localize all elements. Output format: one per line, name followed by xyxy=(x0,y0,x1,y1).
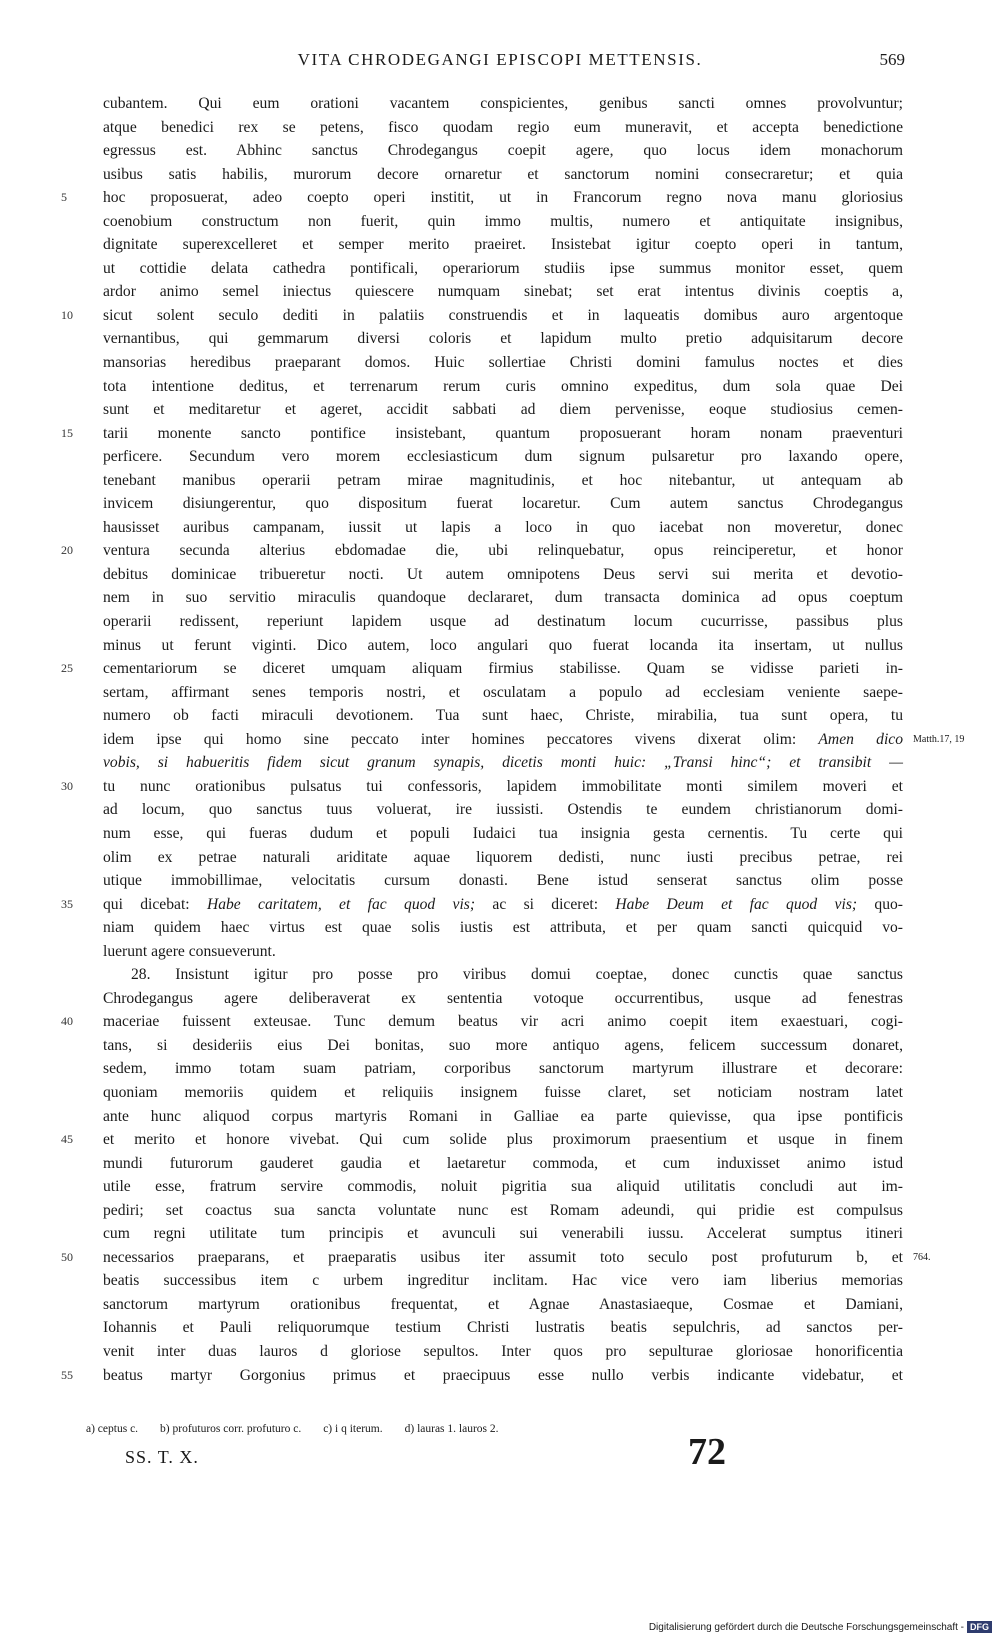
page-header xyxy=(0,50,1000,74)
text-line xyxy=(103,1057,903,1081)
text-line xyxy=(103,1316,903,1340)
text-line xyxy=(61,422,903,446)
text-line xyxy=(103,116,903,140)
line-number: 15 xyxy=(61,425,73,440)
text-line xyxy=(61,1128,903,1152)
line-text: et merito et honore vivebat. Qui cum solide plus proximorum praesentium et usque in finem xyxy=(103,1131,903,1149)
text-line xyxy=(103,798,903,822)
text-line xyxy=(61,1364,903,1388)
line-text: ad locum, quo sanctus tuus voluerat, ire iussisti. Ostendis te eundem christianorum domi- xyxy=(103,801,903,819)
line-text: maceriae fuissent exteusae. Tunc demum beatus vir acri animo coepit item exaestuari, cogi- xyxy=(103,1013,903,1031)
line-number: 45 xyxy=(61,1132,73,1147)
line-number: 50 xyxy=(61,1249,73,1264)
line-number: 35 xyxy=(61,896,73,911)
line-text: tans, si desideriis eius Dei bonitas, suo more antiquo agens, felicem successum donaret, xyxy=(103,1036,903,1054)
text-line xyxy=(103,563,903,587)
line-text: operarii redissent, reperiunt lapidem usque ad destinatum locum cucurrisse, passibus plus xyxy=(103,613,903,631)
footnote: a) ceptus c. xyxy=(86,1423,139,1435)
line-number: 20 xyxy=(61,543,73,558)
text-line xyxy=(103,1293,903,1317)
text-line xyxy=(103,728,965,752)
text-line xyxy=(103,492,903,516)
line-text: cum regni utilitate tum principis et avunculi sui venerabili iussu. Accelerat sumptus itineri xyxy=(103,1225,903,1243)
line-text: Iohannis et Pauli reliquorumque testium Christi lustratis beatis sepulchris, ad sanctos per- xyxy=(103,1319,903,1337)
page-number: 569 xyxy=(879,50,905,69)
text-line xyxy=(103,704,903,728)
line-text: idem ipse qui homo sine peccato inter homines peccatores vivens dixerat olim: xyxy=(103,730,819,748)
line-text: quo- xyxy=(857,895,903,913)
text-line xyxy=(103,257,903,281)
line-number: 25 xyxy=(61,661,73,676)
line-text: ante hunc aliquod corpus martyris Romani in Galliae ea parte quievisse, qua ipse pontificis xyxy=(103,1107,903,1125)
line-text: ventura secunda alterius ebdomadae die, ubi relinquebatur, opus reinciperetur, et honor xyxy=(103,542,903,560)
line-text: tarii monente sancto pontifice insistebant, quantum proposuerant horam nonam praeventuri xyxy=(103,424,903,442)
line-text: egressus est. Abhinc sanctus Chrodegangus coepit agere, quo locus idem monachorum xyxy=(103,142,903,160)
text-line xyxy=(61,893,903,917)
footnote: d) lauras 1. lauros 2. xyxy=(404,1423,499,1435)
funding-notice xyxy=(649,1621,992,1633)
line-text: sunt et meditaretur et ageret, accidit sabbati ad diem pervenisse, eoque studiosius cemen- xyxy=(103,401,903,419)
text-line xyxy=(103,586,903,610)
line-text: hausisset auribus campanam, iussit ut lapis a loco in quo iacebat non moveretur, donec xyxy=(103,518,903,536)
text-line xyxy=(61,304,903,328)
text-line xyxy=(103,963,903,987)
line-text: vernantibus, qui gemmarum diversi coloris et lapidum multo pretio adquisitarum decore xyxy=(103,330,903,348)
text-line xyxy=(103,610,903,634)
text-line xyxy=(103,1199,903,1223)
line-text: niam quidem haec virtus est quae solis iustis est attributa, et per quam sancti quicquid vo- xyxy=(103,919,903,937)
text-line xyxy=(103,869,903,893)
line-number: 10 xyxy=(61,307,73,322)
line-number: 55 xyxy=(61,1367,73,1382)
text-line xyxy=(103,1269,903,1293)
text-line xyxy=(103,1105,903,1129)
text-line xyxy=(103,634,903,658)
line-text: coenobium constructum non fuerit, quin immo multis, numero et antiquitate insignibus, xyxy=(103,212,903,230)
line-text: beatus martyr Gorgonius primus et praecipuus esse nullo verbis indicante videbatur, et xyxy=(103,1366,903,1384)
footnote: b) profuturos corr. profuturo c. xyxy=(160,1423,302,1435)
text-line xyxy=(103,139,903,163)
text-line xyxy=(103,351,903,375)
text-line xyxy=(103,280,903,304)
text-line xyxy=(103,516,903,540)
main-text xyxy=(61,92,965,1387)
line-text: utile esse, fratrum servire commodis, noluit pigritia sua aliquid utilitatis concludi aut im- xyxy=(103,1178,903,1196)
text-line xyxy=(103,916,903,940)
text-line xyxy=(61,1010,903,1034)
running-title: VITA CHRODEGANGI EPISCOPI METTENSIS. xyxy=(297,50,703,69)
line-text: dignitate superexcelleret et semper merito praeiret. Insistebat igitur coepto operi in tantum, xyxy=(103,236,903,254)
text-line xyxy=(103,92,903,116)
text-line xyxy=(61,657,903,681)
footnotes xyxy=(86,1423,906,1435)
line-text: sertam, affirmant senes temporis nostri, et osculatam a populo ad ecclesiam veniente saepe- xyxy=(103,683,903,701)
line-text: luerunt agere consueverunt. xyxy=(103,942,276,960)
text-line xyxy=(103,987,903,1011)
text-line xyxy=(103,751,903,775)
line-text: ac si diceret: xyxy=(475,895,616,913)
text-line xyxy=(61,539,903,563)
footnote: c) i q iterum. xyxy=(323,1423,383,1435)
line-number: 40 xyxy=(61,1014,73,1029)
line-text: nem in suo servitio miraculis quandoque declararet, dum transacta dominica ad opus coeptum xyxy=(103,589,903,607)
line-text: num esse, qui fueras dudum et populi Iudaici tua insignia gesta cernentis. Tu certe qui xyxy=(103,824,903,842)
line-text: mansorias heredibus praeparant domos. Huic sollertiae Christi domini famulus noctes et dies xyxy=(103,354,903,372)
line-text: cementariorum se diceret umquam aliquam firmius stabilisse. Quam se vidisse parieti in- xyxy=(103,660,903,678)
dfg-logo: DFG xyxy=(967,1621,992,1633)
line-text: utique immobillimae, velocitatis cursum donasti. Bene istud senserat sanctus olim posse xyxy=(103,872,903,890)
text-line xyxy=(103,445,903,469)
text-line xyxy=(103,1175,903,1199)
line-text: perficere. Secundum vero morem ecclesiasticum dum signum pulsaretur pro laxando opere, xyxy=(103,448,903,466)
line-text: necessarios praeparans, et praeparatis usibus iter assumit toto seculo post profuturum b, et xyxy=(103,1248,903,1266)
text-line xyxy=(103,1034,903,1058)
line-text: venit inter duas lauros d gloriose sepultos. Inter quos pro sepulturae gloriosae honorificentia xyxy=(103,1342,903,1360)
line-text: mundi futurorum gauderet gaudia et laetaretur commoda, et cum induxisset animo istud xyxy=(103,1154,903,1172)
line-text: sicut solent seculo dediti in palatiis construendis et in laqueatis domibus auro argentoque xyxy=(103,306,903,324)
text-line xyxy=(103,163,903,187)
line-text: quoniam memoriis quidem et reliquiis insignem fuisse claret, set noticiam nostram latet xyxy=(103,1083,903,1101)
line-text: olim ex petrae naturali ariditate aquae liquorem dedisti, nunc iusti precibus petrae, rei xyxy=(103,848,903,866)
line-number: 30 xyxy=(61,778,73,793)
text-line xyxy=(103,398,903,422)
text-line xyxy=(61,1246,931,1270)
line-text: 28. Insistunt igitur pro posse pro viribus domui coeptae, donec cunctis quae sanctus xyxy=(131,966,903,984)
text-line xyxy=(103,681,903,705)
line-text: usibus satis habilis, murorum decore ornaretur et sanctorum nomini consecraretur; et quia xyxy=(103,165,903,183)
text-line xyxy=(103,327,903,351)
line-text: invicem disiungerentur, quo dispositum fuerat locaretur. Cum autem sanctus Chrodegangus xyxy=(103,495,903,513)
line-number: 5 xyxy=(61,190,67,205)
text-line xyxy=(103,1222,903,1246)
line-text: ardor animo semel iniectus quiescere numquam sinebat; set erat intentus divinis coeptis a, xyxy=(103,283,903,301)
text-line xyxy=(103,210,903,234)
line-text: cubantem. Qui eum orationi vacantem conspicientes, genibus sancti omnes provolvuntur; xyxy=(103,95,903,112)
line-text: tota intentione deditus, et terrenarum rerum curis omnino expeditus, dum sola quae Dei xyxy=(103,377,903,395)
italic-quote: Amen dico xyxy=(818,730,903,748)
text-line xyxy=(103,375,903,399)
italic-quote: Habe Deum et fac quod vis; xyxy=(615,895,858,913)
text-line xyxy=(103,233,903,257)
italic-quote: vobis, si habueritis fidem sicut granum synapis, dicetis monti huic: „Transi hinc“; et transibit — xyxy=(103,754,903,772)
funding-text: Digitalisierung gefördert durch die Deutsche Forschungsgemeinschaft - xyxy=(648,1621,964,1633)
text-line xyxy=(61,775,903,799)
line-text: debitus dominicae tribueretur nocti. Ut autem omnipotens Deus servi sui merita et devotio- xyxy=(103,565,903,583)
sheet-number: 72 xyxy=(688,1431,726,1473)
line-text: beatis successibus item c urbem ingreditur inclitam. Hac vice vero iam liberius memorias xyxy=(103,1272,903,1290)
line-text: numero ob facti miraculi devotionem. Tua sunt haec, Christe, mirabilia, tua sunt opera, tu xyxy=(103,707,903,725)
text-line xyxy=(103,846,903,870)
line-text: qui dicebat: xyxy=(103,895,207,913)
line-text: tenebant manibus operarii petram mirae magnitudinis, et hoc nitebantur, ut antequam ab xyxy=(103,471,903,489)
line-text: pediri; set coactus sua sancta voluntate nunc est Romam adeundi, qui pridie est compulsus xyxy=(103,1201,903,1219)
line-text: tu nunc orationibus pulsatus tui confessoris, lapidem immobilitate monti similem moveri et xyxy=(103,777,903,795)
line-text: minus ut ferunt viginti. Dico autem, loco angulari quo fuerat locanda ita insertam, ut nullus xyxy=(103,636,903,654)
margin-note: Matth.17, 19 xyxy=(913,733,965,745)
text-line xyxy=(103,822,903,846)
text-line xyxy=(103,469,903,493)
margin-note: 764. xyxy=(913,1251,931,1263)
line-text: ut cottidie delata cathedra pontificali, operariorum studiis ipse summus monitor esset, quem xyxy=(103,259,903,277)
text-line xyxy=(103,1340,903,1364)
line-text: sedem, immo totam suam patriam, corporibus sanctorum martyrum illustrare et decorare: xyxy=(103,1060,903,1078)
line-text: sanctorum martyrum orationibus frequentat, et Agnae Anastasiaeque, Cosmae et Damiani, xyxy=(103,1295,903,1313)
text-line xyxy=(61,186,903,210)
text-line xyxy=(103,1152,903,1176)
italic-quote: Habe caritatem, et fac quod vis; xyxy=(206,895,476,913)
line-text: hoc proposuerat, adeo coepto operi institit, ut in Francorum regno nova manu gloriosius xyxy=(103,189,903,207)
text-line xyxy=(103,1081,903,1105)
line-text: Chrodegangus agere deliberaverat ex sententia votoque occurrentibus, usque ad fenestras xyxy=(103,989,903,1007)
text-line xyxy=(103,940,903,964)
line-text: atque benedici rex se petens, fisco quodam regio eum muneravit, et accepta benedictione xyxy=(103,118,903,136)
signature-mark: SS. T. X. xyxy=(125,1447,199,1467)
